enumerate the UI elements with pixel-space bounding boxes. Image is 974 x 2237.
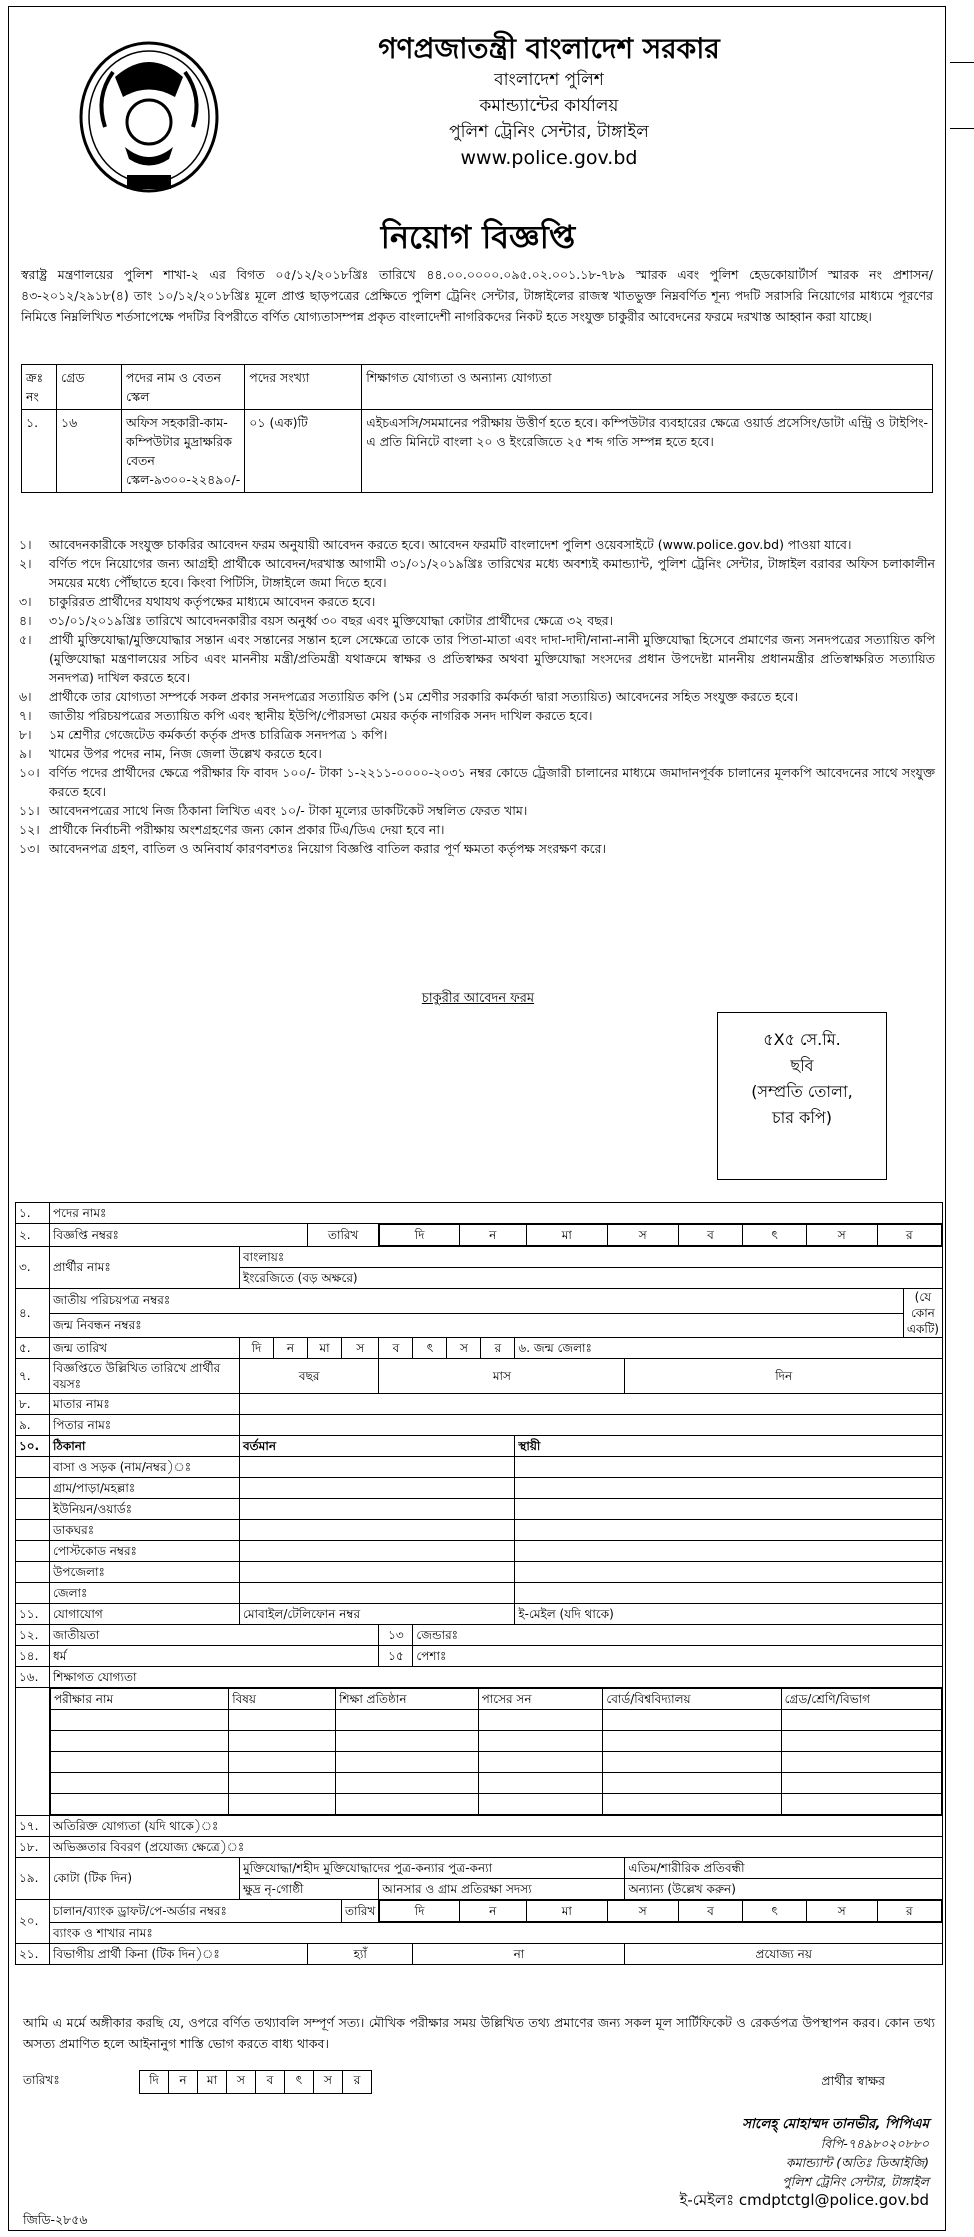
gender-field[interactable]: জেন্ডারঃ	[413, 1625, 943, 1646]
present-address-field[interactable]	[240, 1583, 515, 1604]
date-label: তারিখঃ	[23, 2073, 60, 2087]
challan-field[interactable]: চালান/ব্যাংক ড্রাফট/পে-অর্ডার নম্বরঃ	[50, 1900, 342, 1923]
bangladesh-police-emblem	[75, 37, 223, 197]
permanent-address-field[interactable]	[515, 1562, 943, 1583]
permanent-address-field[interactable]	[515, 1457, 943, 1478]
mother-name-field[interactable]	[240, 1394, 943, 1415]
intro-paragraph: স্বরাষ্ট্র মন্ত্রণালয়ের পুলিশ শাখা-২ এর বিগত ০৫/১২/২০১৮খ্রিঃ তারিখে ৪৪.০০.০০০০.০৯৫.০২.০০১.১৮-৭৮৯ স্মারক এবং পুলিশ হেডকোয়ার্টার্স স্মারক নং প্রশাসন/৪৩-২০১২/২৯১৮(৪) তাং ১০/১২/২০১৮খ্রিঃ মূলে প্রাপ্ত ছাড়পত্রের প্রেক্ষিতে পুলিশ ট্রেনিং সেন্টার, টাঙ্গাইলের রাজস্ব খাতভুক্ত নিম্নবর্ণিত শূন্য পদটি সরাসরি নিয়োগের মাধ্যমে পূরণের নিমিত্তে নিম্নলিখিত শর্তসাপেক্ষে পদটির বিপরীতে বর্ণিত যোগ্যতাসম্পন্ন প্রকৃত বাংলাদেশী নাগরিকদের নিকট হতে সংযুক্ত চাকুরীর আবেদনের ফরমে দরখাস্ত আহ্বান করা যাচ্ছে।	[21, 267, 933, 324]
present-address-field[interactable]	[240, 1562, 515, 1583]
edu-cell[interactable]	[51, 1773, 229, 1794]
condition-item: ৪। ৩১/০১/২০১৯খ্রিঃ তারিখে আবেদনকারীর বয়স অনুর্ধ্ব ৩০ বছর এবং মুক্তিযোদ্ধা কোটার প্রার্থীদের ক্ষেত্রে ৩২ বছর।	[19, 613, 614, 628]
nid-field[interactable]: জাতীয় পরিচয়পত্র নম্বরঃ	[50, 1289, 904, 1314]
present-address-field[interactable]	[240, 1520, 515, 1541]
td-post: অফিস সহকারী-কাম-কম্পিউটার মুদ্রাক্ষরিক বেতন স্কেল-৯৩০০-২২৪৯০/-	[122, 410, 245, 493]
mobile-field[interactable]: মোবাইল/টেলিফোন নম্বর	[240, 1604, 515, 1625]
permanent-address-field[interactable]	[515, 1583, 943, 1604]
office-name: কমান্ড্যান্টের কার্যালয়	[479, 96, 619, 116]
email-field[interactable]: ই-মেইল (যদি থাকে)	[515, 1604, 943, 1625]
edu-cell[interactable]	[51, 1752, 229, 1773]
condition-item: ৬। প্রার্থীকে তার যোগ্যতা সম্পর্কে সকল প্রকার সনদপত্রের সত্যায়িত কপি (১ম শ্রেণীর সরকারি কর্মকর্তা দ্বারা সত্যায়িত) আবেদনের সহিত সংযুক্ত করতে হবে।	[19, 689, 799, 704]
nationality-field[interactable]: জাতীয়তা	[50, 1625, 379, 1646]
th-grade: গ্রেড	[57, 365, 122, 410]
edu-cell[interactable]	[51, 1794, 229, 1815]
th-count: পদের সংখ্যা	[245, 365, 362, 410]
police-name: বাংলাদেশ পুলিশ	[494, 70, 604, 90]
birth-district-field[interactable]: ৬. জন্ম জেলাঃ	[515, 1338, 943, 1359]
center-name: পুলিশ ট্রেনিং সেন্টার, টাঙ্গাইল	[449, 122, 649, 142]
quota-freedom-fighter[interactable]: মুক্তিযোদ্ধা/শহীদ মুক্তিযোদ্ধাদের পুত্র-কন্যার পুত্র-কন্যা	[240, 1858, 625, 1879]
departmental-na[interactable]: প্রযোজ্য নয়	[625, 1944, 943, 1965]
condition-item: ১০। বর্ণিত পদের প্রার্থীদের ক্ষেত্রে পরীক্ষার ফি বাবদ ১০০/- টাকা ১-২২১১-০০০০-২০৩১ নম্বর কোডে ট্রেজারী চালানের মাধ্যমে জমাদানপূর্বক চালানের মূলকপি আবেদনের সাথে সংযুক্ত করতে হবে।	[19, 765, 935, 799]
present-address-field[interactable]	[240, 1499, 515, 1520]
signatory-place: পুলিশ ট্রেনিং সেন্টার, টাঙ্গাইল	[782, 2174, 929, 2189]
signatory-email: ই-মেইলঃ cmdptctgl@police.gov.bd	[679, 2191, 929, 2209]
condition-item: ৫। প্রার্থী মুক্তিযোদ্ধা/মুক্তিযোদ্ধার সন্তান এবং সন্তানের সন্তান হলে সেক্ষেত্রে তাকে তার পিতা-মাতা এবং দাদা-দাদী/নানা-নানী মুক্তিযোদ্ধা হিসেবে প্রমাণের জন্য সনদপত্রের সত্যায়িত কপি (মুক্তিযোদ্ধা মন্ত্রণালয়ের সচিব এবং মাননীয় মন্ত্রী/প্রতিমন্ত্রী যথাক্রমে স্বাক্ষর ও প্রতিস্বাক্ষর অথবা মুক্তিযোদ্ধা সংসদের প্রধান উপদেষ্টা মাননীয় প্রধানমন্ত্রীর প্রতিস্বাক্ষরিত সত্যায়িত সনদপত্র) দাখিল করতে হবে।	[19, 632, 935, 685]
notice-page	[8, 6, 946, 2231]
signatory-name: সালেহ্ মোহাম্মদ তানভীর, পিপিএম	[742, 2116, 929, 2132]
permanent-address-field[interactable]	[515, 1541, 943, 1562]
present-address-field[interactable]	[240, 1541, 515, 1562]
present-address-field[interactable]	[240, 1478, 515, 1499]
th-qualification: শিক্ষাগত যোগ্যতা ও অন্যান্য যোগ্যতা	[362, 365, 933, 410]
form-title: চাকুরীর আবেদন ফরম	[421, 991, 535, 1006]
td-grade: ১৬	[57, 410, 122, 493]
edge-mark	[950, 62, 974, 63]
permanent-address-field[interactable]	[515, 1499, 943, 1520]
bank-branch-field[interactable]: ব্যাংক ও শাখার নামঃ	[50, 1923, 943, 1944]
permanent-address-field[interactable]	[515, 1520, 943, 1541]
present-address-field[interactable]	[240, 1457, 515, 1478]
govt-title: গণপ্রজাতন্ত্রী বাংলাদেশ সরকার	[378, 32, 720, 65]
condition-item: ১১। আবেদনপত্রের সাথে নিজ ঠিকানা লিখিত এবং ১০/- টাকা মূল্যের ডাকটিকেট সম্বলিত ফেরত খাম।	[19, 803, 528, 818]
experience-field[interactable]: অভিজ্ঞতার বিবরণ (প্রযোজ্য ক্ষেত্রে)ঃ	[50, 1837, 943, 1858]
declaration: আমি এ মর্মে অঙ্গীকার করছি যে, ওপরে বর্ণিত তথ্যাবলি সম্পূর্ণ সত্য। মৌখিক পরীক্ষার সময় উল্লিখিত তথ্য প্রমাণের জন্য সকল মূল সার্টিফিকেট ও রেকর্ডপত্র উপস্থাপন করব। কোন তথ্য অসত্য প্রমাণিত হলে আইনানুগ শাস্তি ভোগ করতে বাধ্য থাকব।	[23, 2015, 935, 2051]
td-serial: ১.	[22, 410, 57, 493]
quota-ansar[interactable]: আনসার ও গ্রাম প্রতিরক্ষা সদস্য	[379, 1879, 625, 1900]
post-name-field[interactable]: পদের নামঃ	[50, 1203, 943, 1224]
condition-item: ৯। খামের উপর পদের নাম, নিজ জেলা উল্লেখ করতে হবে।	[19, 746, 322, 761]
condition-item: ৮। ১ম শ্রেণীর গেজেটেড কর্মকর্তা কর্তৃক প্রদত্ত চারিত্রিক সনদপত্র ১ কপি।	[19, 727, 388, 742]
departmental-yes[interactable]: হ্যাঁ	[308, 1944, 413, 1965]
signatory-bp: বিপি-৭৪৯৮০২০৮৮০	[820, 2136, 929, 2151]
signatory-role: কমান্ড্যান্ট (অতিঃ ডিআইজি)	[785, 2155, 929, 2170]
application-form: ১. পদের নামঃ ২. বিজ্ঞপ্তি নম্বরঃ তারিখ দি ন মা স ব ৎ স র ৩. প্রার্থীর নামঃ বাংলায়ঃ ইংরেজিতে (বড় অক্ষরে) ৪. জাতীয় পরিচয়পত্র নম্বরঃ (যে কোন একটি) জন্ম নিবন্ধন নম্বরঃ ৫. জন্ম তারিখ দি ন মা স ব ৎ স র ৬. জন্ম জেলাঃ ৭. বিজ্ঞপ্তিতে উল্লিখিত তারিখে প্রার্থীর বয়সঃ বছর মাস দিন ৮. মাতার নামঃ ৯. পিতার নামঃ ১০. ঠিকানা বর্তমান স্থায়ী বাসা ও সড়ক (নাম/নম্বর)ঃ গ্রাম/পাড়া/মহল্লাঃ ইউনিয়ন/ওয়ার্ডঃ ডাকঘরঃ পোস্টকোড নম্বরঃ উপজেলাঃ জেলাঃ ১১. যোগাযোগ মোবাইল/টেলিফোন নম্বর ই-মেইল (যদি থাকে) ১২. জাতীয়তা ১৩ জেন্ডারঃ ১৪. ধর্ম ১৫ পেশাঃ ১৬. শিক্ষাগত যোগ্যতা পরীক্ষার নাম বিষয় শিক্ষা প্রতিষ্ঠান পাসের সন বোর্ড/বিশ্ববিদ্যালয় গ্রেড/শ্রেণি/বিভাগ ১৭. অতিরিক্ত যোগ্যতা (যদি থাকে)ঃ ১৮. অভিজ্ঞতার বিবরণ (প্রযোজ্য ক্ষেত্রে)ঃ ১৯. কোটা (টিক দিন) মুক্তিযোদ্ধা/শহীদ মুক্তিযোদ্ধাদের পুত্র-কন্যার পুত্র-কন্যা এতিম/শারীরিক প্রতিবন্ধী ক্ষুদ্র নৃ-গোষ্ঠী আনসার ও গ্রাম প্রতিরক্ষা সদস্য অন্যান্য (উল্লেখ করুন) ২০. চালান/ব্যাংক ড্রাফট/পে-অর্ডার নম্বরঃ তারিখ দি ন মা স ব ৎ স র ব্যাংক ও শাখার নামঃ ২১. বিভাগীয় প্রার্থী কিনা (টিক দিন)ঃ হ্যাঁ না প্রযোজ্য নয়	[15, 1202, 943, 1965]
notice-title: নিয়োগ বিজ্ঞপ্তি	[380, 218, 576, 256]
website-link[interactable]: www.police.gov.bd	[460, 147, 638, 169]
conditions-list	[19, 535, 935, 858]
condition-item: ১২। প্রার্থীকে নির্বাচনী পরীক্ষায় অংশগ্রহণের জন্য কোন প্রকার টিএ/ডিএ দেয়া হবে না।	[19, 822, 445, 837]
name-english-field[interactable]: ইংরেজিতে (বড় অক্ষরে)	[240, 1268, 943, 1289]
condition-item: ১। আবেদনকারীকে সংযুক্ত চাকরির আবেদন ফরম অনুযায়ী আবেদন করতে হবে। আবেদন ফরমটি বাংলাদেশ পুলিশ ওয়েবসাইটে (www.police.gov.bd) পাওয়া যাবে।	[19, 537, 852, 552]
notice-no-field[interactable]: বিজ্ঞপ্তি নম্বরঃ	[50, 1224, 308, 1247]
quota-ethnic[interactable]: ক্ষুদ্র নৃ-গোষ্ঠী	[240, 1879, 379, 1900]
permanent-address-field[interactable]	[515, 1478, 943, 1499]
extra-qualification-field[interactable]: অতিরিক্ত যোগ্যতা (যদি থাকে)ঃ	[50, 1816, 943, 1837]
date-box[interactable]: দি ন মা স ব ৎ স র	[139, 2070, 372, 2094]
departmental-no[interactable]: না	[413, 1944, 625, 1965]
father-name-field[interactable]	[240, 1415, 943, 1436]
quota-other[interactable]: অন্যান্য (উল্লেখ করুন)	[625, 1879, 943, 1900]
condition-item: ৩। চাকুরিরত প্রার্থীদের যথাযথ কর্তৃপক্ষের মাধ্যমে আবেদন করতে হবে।	[19, 594, 376, 609]
th-post: পদের নাম ও বেতন স্কেল	[122, 365, 245, 410]
condition-item: ১৩। আবেদনপত্র গ্রহণ, বাতিল ও অনিবার্য কারণবশতঃ নিয়োগ বিজ্ঞপ্তি বাতিল করার পূর্ণ ক্ষমতা কর্তৃপক্ষ সংরক্ষণ করে।	[19, 841, 606, 856]
profession-field[interactable]: পেশাঃ	[413, 1646, 943, 1667]
th-serial: ক্রঃ নং	[22, 365, 57, 410]
condition-item: ৭। জাতীয় পরিচয়পত্রের সত্যায়িত কপি এবং স্থানীয় ইউপি/পৌরসভা মেয়র কর্তৃক নাগরিক সনদ দাখিল করতে হবে।	[19, 708, 593, 723]
gd-number: জিডি-২৮৫৬	[23, 2212, 88, 2227]
condition-item: ২। বর্ণিত পদে নিয়োগের জন্য আগ্রহী প্রার্থীকে আবেদন/দরখাস্ত আগামী ৩১/০১/২০১৯খ্রিঃ তারিখের মধ্যে অবশ্যই কমান্ড্যান্ট, পুলিশ ট্রেনিং সেন্টার, টাঙ্গাইল বরাবর অফিস চলাকালীন সময়ের মধ্যে পৌঁছাতে হবে। কিংবা পিটিসি, টাঙ্গাইলে জমা দিতে হবে।	[19, 556, 935, 590]
name-bangla-field[interactable]: বাংলায়ঃ	[240, 1247, 943, 1268]
edu-cell[interactable]	[51, 1731, 229, 1752]
signatory-block	[629, 2115, 929, 2210]
quota-orphan[interactable]: এতিম/শারীরিক প্রতিবন্ধী	[625, 1858, 943, 1879]
religion-field[interactable]: ধর্ম	[50, 1646, 379, 1667]
applicant-signature: প্রার্থীর স্বাক্ষর	[821, 2073, 885, 2088]
td-qualification: এইচএসসি/সমমানের পরীক্ষায় উত্তীর্ণ হতে হবে। কম্পিউটার ব্যবহারের ক্ষেত্রে ওয়ার্ড প্রসেসিং/ডাটা এন্ট্রি ও টাইপিং-এ প্রতি মিনিটে বাংলা ২০ ও ইংরেজিতে ২৫ শব্দ গতি সম্পন্ন হতে হবে।	[362, 410, 933, 493]
post-table	[21, 364, 933, 493]
edge-mark	[950, 128, 974, 129]
td-count: ০১ (এক)টি	[245, 410, 362, 493]
education-table: পরীক্ষার নাম বিষয় শিক্ষা প্রতিষ্ঠান পাসের সন বোর্ড/বিশ্ববিদ্যালয় গ্রেড/শ্রেণি/বিভাগ	[50, 1688, 942, 1815]
birth-reg-field[interactable]: জন্ম নিবন্ধন নম্বরঃ	[50, 1313, 904, 1338]
edu-cell[interactable]	[51, 1710, 229, 1731]
photo-box[interactable]: ৫X৫ সে.মি. ছবি (সম্প্রতি তোলা, চার কপি)	[717, 1012, 887, 1180]
